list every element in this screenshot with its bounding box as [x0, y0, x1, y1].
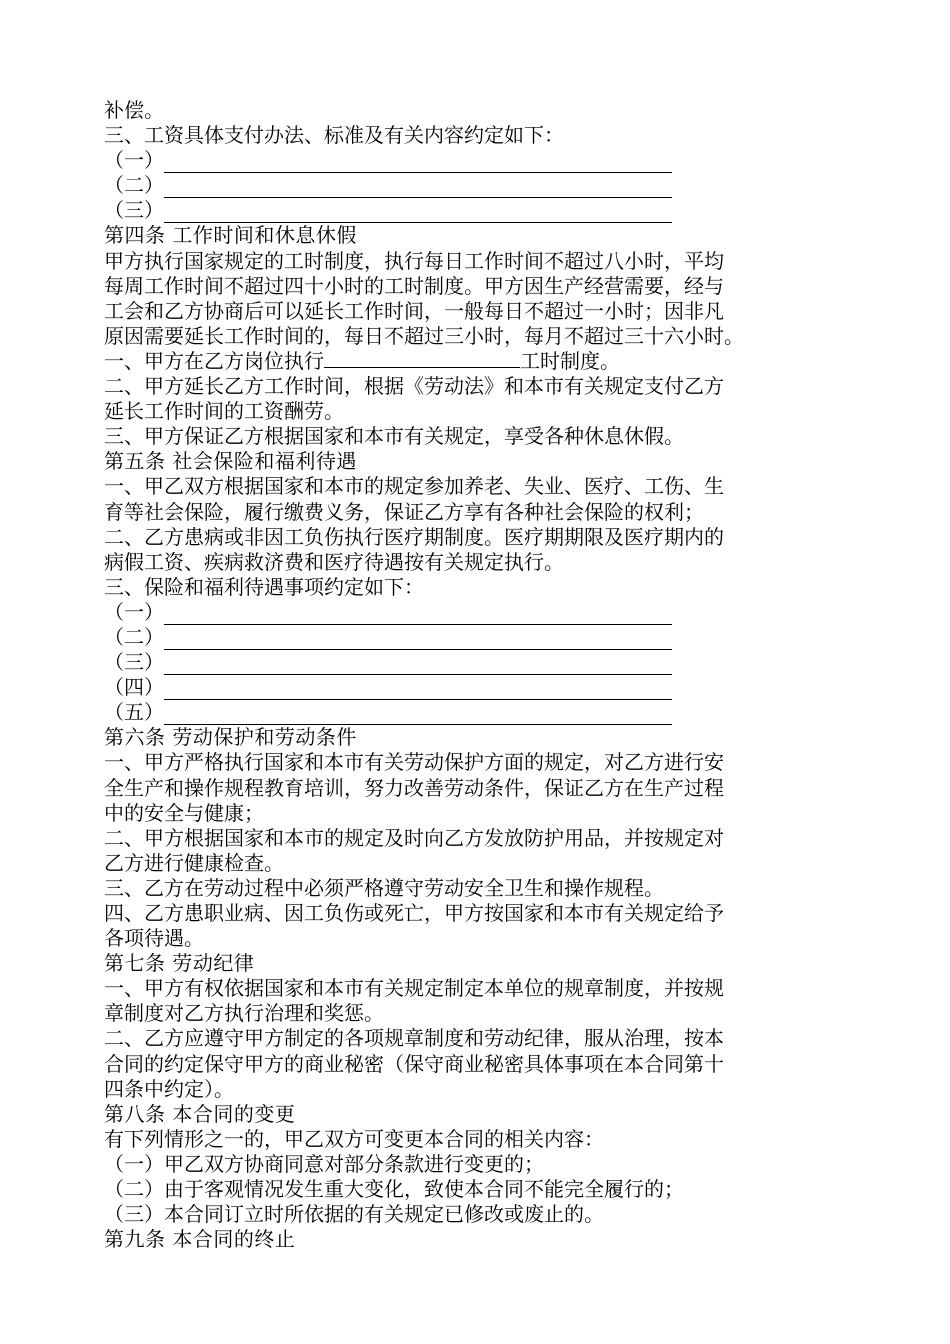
text-line: 章制度对乙方执行治理和奖惩。	[104, 1001, 384, 1026]
blank-item	[104, 700, 852, 725]
blank-label: （五）	[104, 700, 164, 725]
blank-line	[164, 656, 672, 675]
text-line: 有下列情形之一的，甲乙双方可变更本合同的相关内容：	[104, 1126, 604, 1151]
text-line: 合同的约定保守甲方的商业秘密（保守商业秘密具体事项在本合同第十	[104, 1051, 724, 1076]
hours-clause	[104, 349, 852, 374]
blank-line	[164, 204, 672, 223]
blank-item	[104, 173, 852, 198]
blank-label: （三）	[104, 198, 164, 223]
blank-label: （二）	[104, 624, 164, 649]
text-line: 四、乙方患职业病、因工负伤或死亡，甲方按国家和本市有关规定给予	[104, 901, 724, 925]
text-line: 二、甲方延长乙方工作时间，根据《劳动法》和本市有关规定支付乙方	[104, 374, 724, 399]
hours-clause-suffix: 工时制度。	[520, 348, 620, 373]
blank-label: （二）	[104, 173, 164, 198]
blank-item	[104, 198, 852, 223]
text-line: 三、甲方保证乙方根据国家和本市有关规定，享受各种休息休假。	[104, 424, 684, 449]
text-line: 二、甲方根据国家和本市的规定及时向乙方发放防护用品，并按规定对	[104, 825, 724, 850]
blank-line	[164, 631, 672, 650]
blank-line	[164, 681, 672, 700]
text-line: 各项待遇。	[104, 926, 204, 951]
text-line: 一、甲方严格执行国家和本市有关劳动保护方面的规定，对乙方进行安	[104, 750, 724, 775]
text-line: 病假工资、疾病救济费和医疗待遇按有关规定执行。	[104, 549, 564, 574]
blank-item	[104, 675, 852, 700]
text-line: 三、乙方在劳动过程中必须严格遵守劳动安全卫生和操作规程。	[104, 875, 664, 900]
text-line: 每周工作时间不超过四十小时的工时制度。甲方因生产经营需要，经与	[104, 273, 724, 298]
text-line: （一）甲乙双方协商同意对部分条款进行变更的；	[104, 1151, 544, 1176]
text-line: 工会和乙方协商后可以延长工作时间，一般每日不超过一小时；因非凡	[104, 298, 724, 323]
text-line: 原因需要延长工作时间的，每日不超过三小时，每月不超过三十六小时。	[104, 323, 744, 348]
text-line: 二、乙方应遵守甲方制定的各项规章制度和劳动纪律，服从治理，按本	[104, 1026, 724, 1051]
text-line: 育等社会保险，履行缴费义务，保证乙方享有各种社会保险的权利；	[104, 499, 704, 524]
blank-item	[104, 600, 852, 625]
text-line: 延长工作时间的工资酬劳。	[104, 399, 344, 424]
text-line: 一、甲乙双方根据国家和本市的规定参加养老、失业、医疗、工伤、生	[104, 474, 724, 499]
article-heading: 第九条 本合同的终止	[104, 1227, 296, 1252]
hours-clause-prefix: 一、甲方在乙方岗位执行	[104, 348, 324, 373]
article-heading: 第八条 本合同的变更	[104, 1101, 296, 1126]
contract-page	[104, 98, 852, 1252]
text-line: 三、工资具体支付办法、标准及有关内容约定如下：	[104, 123, 564, 148]
text-line: 甲方执行国家规定的工时制度，执行每日工作时间不超过八小时，平均	[104, 248, 724, 273]
blank-label: （三）	[104, 650, 164, 675]
blank-line	[164, 179, 672, 198]
blank-item	[104, 650, 852, 675]
article-heading: 第七条 劳动纪律	[104, 951, 255, 976]
article-heading: 第五条 社会保险和福利待遇	[104, 449, 357, 474]
article-heading: 第六条 劳动保护和劳动条件	[104, 725, 357, 750]
blank-line	[164, 154, 672, 173]
blank-label: （一）	[104, 599, 164, 624]
blank-item	[104, 148, 852, 173]
text-line: （三）本合同订立时所依据的有关规定已修改或废止的。	[104, 1202, 604, 1227]
blank-item	[104, 625, 852, 650]
blank-line	[164, 606, 672, 625]
text-line: 乙方进行健康检查。	[104, 850, 284, 875]
text-line: （二）由于客观情况发生重大变化，致使本合同不能完全履行的；	[104, 1177, 684, 1202]
text-line: 二、乙方患病或非因工负伤执行医疗期制度。医疗期期限及医疗期内的	[104, 524, 724, 549]
text-line: 三、保险和福利待遇事项约定如下：	[104, 574, 424, 599]
blank-label: （四）	[104, 675, 164, 700]
blank-line	[324, 349, 520, 368]
text-line: 一、甲方有权依据国家和本市有关规定制定本单位的规章制度，并按规	[104, 976, 724, 1001]
text-line: 中的安全与健康；	[104, 800, 264, 825]
text-line: 补偿。	[104, 98, 164, 122]
text-line: 四条中约定）。	[104, 1076, 234, 1101]
article-heading: 第四条 工作时间和休息休假	[104, 223, 357, 248]
text-line: 全生产和操作规程教育培训，努力改善劳动条件，保证乙方在生产过程	[104, 775, 724, 800]
blank-line	[164, 706, 672, 725]
blank-label: （一）	[104, 148, 164, 173]
